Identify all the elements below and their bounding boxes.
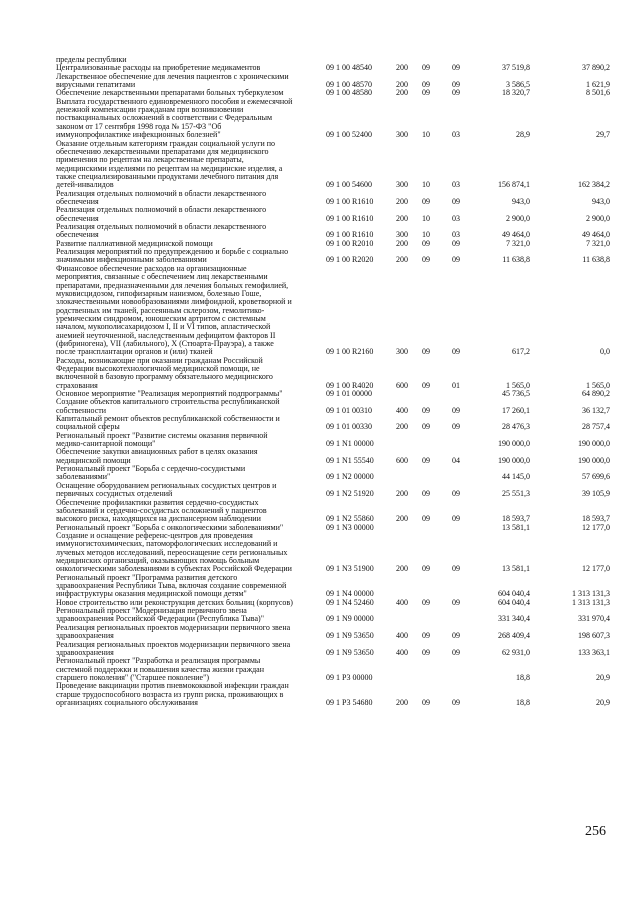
row-description	[56, 357, 318, 390]
description-line: Региональный проект "Модернизация первичного звена	[56, 606, 247, 616]
expense-type: 300	[396, 180, 408, 190]
subsection-code: 04	[452, 455, 460, 465]
subsection-code: 09	[452, 196, 460, 206]
amount-year-2: 37 890,2	[582, 63, 610, 73]
description-line: высокого риска, находящихся на диспансерном наблюдении	[56, 514, 261, 524]
section-code: 09	[422, 422, 430, 432]
target-code: 09 1 N3 00000	[326, 522, 374, 532]
amount-year-1: 7 321,0	[506, 238, 530, 248]
amount-year-2: 162 384,2	[578, 180, 610, 190]
amount-year-2: 11 638,8	[582, 255, 610, 265]
subsection-code: 09	[452, 422, 460, 432]
amount-year-2: 28 757,4	[582, 422, 610, 432]
amount-year-1: 190 000,0	[498, 439, 530, 449]
table-row	[0, 482, 640, 499]
table-row	[0, 206, 640, 223]
target-code: 09 1 N2 55860	[326, 514, 374, 524]
description-line: медицинскими изделиями по рецептам на медицинские изделия, а	[56, 163, 283, 173]
section-code: 09	[422, 455, 430, 465]
description-line: детей-инвалидов	[56, 180, 114, 190]
description-line: Централизованные расходы на приобретение медикаментов	[56, 63, 261, 73]
description-line: Создание и оснащение референс-центров для проведения	[56, 530, 253, 540]
table-row	[0, 574, 640, 599]
subsection-code: 09	[452, 80, 460, 90]
amount-year-2: 943,0	[592, 196, 610, 206]
table-row	[0, 607, 640, 624]
description-line: лучевых методов исследований, переоснащение сети региональных	[56, 547, 288, 557]
row-description	[56, 499, 318, 524]
row-description	[56, 465, 318, 482]
description-line: старшего поколения" ("Старшее поколение")	[56, 672, 210, 682]
row-description	[56, 98, 318, 140]
table-row	[0, 657, 640, 682]
expense-type: 200	[396, 238, 408, 248]
amount-year-1: 1 565,0	[506, 380, 530, 390]
table-row	[0, 465, 640, 482]
description-line: Федерации высокотехнологичной медицинской помощи, не	[56, 363, 260, 373]
amount-year-1: 17 260,1	[502, 405, 530, 415]
description-line: заболеваний и сердечно-сосудистых осложнений у пациентов	[56, 505, 267, 515]
description-line: вирусными гепатитами	[56, 80, 136, 90]
description-line: обеспечения	[56, 213, 99, 223]
row-description	[56, 206, 318, 223]
amount-year-1: 62 931,0	[502, 647, 530, 657]
section-code: 09	[422, 196, 430, 206]
amount-year-2: 29,7	[596, 130, 610, 140]
description-line: собственности	[56, 405, 107, 415]
table-row	[0, 357, 640, 390]
expense-type: 200	[396, 63, 408, 73]
target-code: 09 1 00 R2020	[326, 255, 374, 265]
description-line: здравоохранения Республики Тыва, включая создание современной	[56, 581, 287, 591]
row-description	[56, 682, 318, 707]
description-line: муковисцидозом, гипофизарным нанизмом, болезнью Гоше,	[56, 288, 262, 298]
amount-year-1: 13 581,1	[502, 522, 530, 532]
description-line: Реализация мероприятий по предупреждению и борьбе с социально	[56, 247, 289, 257]
description-line: уремическим синдромом, юношеским артритом с системным	[56, 313, 266, 323]
expense-type: 400	[396, 631, 408, 641]
description-line: Региональный проект "Борьба с онкологическими заболеваниями"	[56, 522, 284, 532]
description-line: заболеваниями"	[56, 472, 111, 482]
target-code: 09 1 00 R1610	[326, 230, 374, 240]
amount-year-2: 198 607,3	[578, 631, 610, 641]
section-code: 10	[422, 130, 430, 140]
row-description	[56, 607, 318, 624]
amount-year-2: 0,0	[600, 347, 610, 357]
amount-year-1: 18 320,7	[502, 88, 530, 98]
target-code: 09 1 00 48570	[326, 80, 372, 90]
amount-year-2: 1 565,0	[586, 380, 610, 390]
section-code: 09	[422, 238, 430, 248]
amount-year-1: 37 519,8	[502, 63, 530, 73]
expense-type: 300	[396, 347, 408, 357]
description-line: Проведение вакцинации против пневмококковой инфекции граждан	[56, 681, 289, 691]
target-code: 09 1 01 00310	[326, 405, 372, 415]
row-description	[56, 574, 318, 599]
target-code: 09 1 N1 55540	[326, 455, 374, 465]
description-line: Реализация отдельных полномочий в области лекарственного	[56, 222, 267, 231]
target-code: 09 1 P3 00000	[326, 672, 373, 682]
subsection-code: 09	[452, 255, 460, 265]
target-code: 09 1 N2 00000	[326, 472, 374, 482]
expense-type: 200	[396, 697, 408, 707]
description-line: после трансплантации органов и (или) тканей	[56, 347, 213, 357]
target-code: 09 1 00 R1610	[326, 213, 374, 223]
row-description	[56, 532, 318, 574]
row-description	[56, 448, 318, 465]
amount-year-2: 20,9	[596, 672, 610, 682]
expense-type: 400	[396, 597, 408, 607]
table-row	[0, 448, 640, 465]
target-code: 09 1 P3 54680	[326, 697, 373, 707]
amount-year-1: 18,8	[516, 697, 530, 707]
amount-year-1: 617,2	[512, 347, 530, 357]
amount-year-2: 8 501,6	[586, 88, 610, 98]
amount-year-2: 2 900,0	[586, 213, 610, 223]
subsection-code: 09	[452, 514, 460, 524]
amount-year-2: 20,9	[596, 697, 610, 707]
description-line: Финансовое обеспечение расходов на организационные	[56, 263, 247, 273]
amount-year-2: 39 105,9	[582, 489, 610, 499]
amount-year-1: 44 145,0	[502, 472, 530, 482]
target-code: 09 1 00 52400	[326, 130, 372, 140]
row-description	[56, 73, 318, 90]
amount-year-2: 190 000,0	[578, 455, 610, 465]
table-row	[0, 265, 640, 357]
table-row	[0, 140, 640, 190]
amount-year-2: 331 970,4	[578, 614, 610, 624]
amount-year-1: 18 593,7	[502, 514, 530, 524]
table-row	[0, 624, 640, 641]
description-line: Капитальный ремонт объектов республиканской собственности и	[56, 414, 280, 424]
table-row	[0, 641, 640, 658]
expense-type: 200	[396, 255, 408, 265]
description-line: первичных сосудистых отделений	[56, 489, 173, 499]
description-line: организациях социального обслуживания	[56, 697, 198, 707]
expense-type: 200	[396, 213, 408, 223]
section-code: 09	[422, 631, 430, 641]
subsection-code: 09	[452, 63, 460, 73]
description-line: законом от 17 сентября 1998 года № 157-ФЗ "Об	[56, 121, 222, 131]
section-code: 09	[422, 255, 430, 265]
section-code: 09	[422, 405, 430, 415]
description-line: Новое строительство или реконструкция детских больниц (корпусов)	[56, 597, 293, 607]
row-description	[56, 265, 318, 357]
description-line: Региональный проект "Борьба с сердечно-сосудистыми	[56, 464, 246, 474]
row-description	[56, 432, 318, 449]
description-line: пределы республики	[56, 55, 127, 64]
target-code: 09 1 00 48540	[326, 63, 372, 73]
amount-year-1: 3 586,5	[506, 80, 530, 90]
description-line: Развитие паллиативной медицинской помощи	[56, 238, 213, 248]
row-description	[56, 248, 318, 265]
row-description	[56, 641, 318, 658]
table-row	[0, 223, 640, 240]
subsection-code: 03	[452, 213, 460, 223]
target-code: 09 1 N4 52460	[326, 597, 374, 607]
subsection-code: 09	[452, 697, 460, 707]
description-line: Региональный проект "Разработка и реализация программы	[56, 656, 261, 666]
description-line: медико-санитарной помощи"	[56, 439, 156, 449]
amount-year-1: 2 900,0	[506, 213, 530, 223]
target-code: 09 1 00 R2010	[326, 238, 374, 248]
description-line: онкологическими заболеваниями в субъектах Российской Федерации	[56, 564, 292, 574]
expense-type: 400	[396, 405, 408, 415]
target-code: 09 1 00 R1610	[326, 196, 374, 206]
subsection-code: 03	[452, 230, 460, 240]
target-code: 09 1 N9 00000	[326, 614, 374, 624]
amount-year-1: 25 551,3	[502, 489, 530, 499]
amount-year-2: 1 313 131,3	[572, 597, 610, 607]
table-row	[0, 532, 640, 574]
target-code: 09 1 00 R4020	[326, 380, 374, 390]
row-description	[56, 398, 318, 415]
amount-year-2: 190 000,0	[578, 439, 610, 449]
expense-type: 300	[396, 230, 408, 240]
description-line: препаратами, предназначенными для лечения больных гемофилией,	[56, 280, 289, 290]
description-line: здравоохранения Российской Федерации (Республика Тыва)"	[56, 614, 264, 624]
description-line: денежной компенсации гражданам при возникновении	[56, 105, 244, 115]
subsection-code: 09	[452, 564, 460, 574]
subsection-code: 09	[452, 489, 460, 499]
table-row	[0, 432, 640, 449]
section-code: 09	[422, 597, 430, 607]
amount-year-2: 1 621,9	[586, 80, 610, 90]
description-line: Оснащение оборудованием региональных сосудистых центров и	[56, 480, 277, 490]
expense-type: 200	[396, 564, 408, 574]
description-line: Реализация отдельных полномочий в области лекарственного	[56, 188, 267, 198]
section-code: 09	[422, 88, 430, 98]
description-line: системной поддержки и повышения качества жизни граждан	[56, 664, 264, 674]
amount-year-1: 28 476,3	[502, 422, 530, 432]
amount-year-1: 268 409,4	[498, 631, 530, 641]
subsection-code: 01	[452, 380, 460, 390]
description-line: Выплата государственного единовременного пособия и ежемесячной	[56, 96, 293, 106]
amount-year-1: 13 581,1	[502, 564, 530, 574]
description-line: Региональный проект "Развитие системы оказания первичной	[56, 430, 268, 440]
amount-year-1: 943,0	[512, 196, 530, 206]
description-line: иммуногистохимических, патоморфологических исследований и	[56, 539, 278, 549]
row-description	[56, 190, 318, 207]
expense-type: 600	[396, 455, 408, 465]
description-line: началом, мукополисахаридозом I, II и VI типов, апластической	[56, 322, 271, 332]
target-code: 09 1 N9 53650	[326, 631, 374, 641]
description-line: обеспечения	[56, 196, 99, 206]
description-line: медицинской помощи	[56, 455, 131, 465]
amount-year-1: 156 874,1	[498, 180, 530, 190]
amount-year-1: 190 000,0	[498, 455, 530, 465]
amount-year-2: 64 890,2	[582, 389, 610, 398]
amount-year-2: 36 132,7	[582, 405, 610, 415]
expense-type: 200	[396, 88, 408, 98]
description-line: страхования	[56, 380, 98, 390]
expense-type: 200	[396, 422, 408, 432]
section-code: 09	[422, 80, 430, 90]
description-line: злокачественными новообразованиями лимфоидной, кроветворной и	[56, 297, 292, 307]
section-code: 10	[422, 213, 430, 223]
amount-year-2: 7 321,0	[586, 238, 610, 248]
section-code: 10	[422, 180, 430, 190]
section-code: 09	[422, 347, 430, 357]
target-code: 09 1 00 54600	[326, 180, 372, 190]
table-row	[0, 98, 640, 140]
description-line: Создание объектов капитального строительства республиканской	[56, 397, 280, 407]
table-row	[0, 248, 640, 265]
description-line: мероприятия, связанные с обеспечением лиц лекарственными	[56, 272, 268, 282]
description-line: обеспечению лекарственными препаратами для медицинского	[56, 146, 269, 156]
target-code: 09 1 01 00000	[326, 389, 372, 398]
target-code: 09 1 N9 53650	[326, 647, 374, 657]
description-line: применения по рецептам на лекарственные препараты,	[56, 155, 244, 165]
section-code: 09	[422, 697, 430, 707]
target-code: 09 1 00 48580	[326, 88, 372, 98]
amount-year-2: 49 464,0	[582, 230, 610, 240]
description-line: Обеспечение лекарственными препаратами больных туберкулезом	[56, 88, 284, 98]
subsection-code: 09	[452, 597, 460, 607]
description-line: поствакцинальных осложнений в соответствии с Федеральным	[56, 113, 273, 123]
section-code: 09	[422, 489, 430, 499]
section-code: 09	[422, 564, 430, 574]
table-row	[0, 415, 640, 432]
description-line: иммунопрофилактике инфекционных болезней"	[56, 130, 221, 140]
description-line: инфраструктуры оказания медицинской помощи детям"	[56, 589, 247, 599]
description-line: Реализация региональных проектов модернизации первичного звена	[56, 639, 291, 649]
target-code: 09 1 N4 00000	[326, 589, 374, 599]
amount-year-1: 331 340,4	[498, 614, 530, 624]
description-line: Оказание отдельным категориям граждан социальной услуги по	[56, 138, 276, 148]
page-number: 256	[585, 824, 606, 839]
amount-year-2: 18 593,7	[582, 514, 610, 524]
subsection-code: 09	[452, 238, 460, 248]
target-code: 09 1 01 00330	[326, 422, 372, 432]
expense-type: 400	[396, 647, 408, 657]
target-code: 09 1 N2 51920	[326, 489, 374, 499]
row-description	[56, 482, 318, 499]
table-row	[0, 682, 640, 707]
amount-year-2: 133 363,1	[578, 647, 610, 657]
row-description	[56, 624, 318, 641]
description-line: здравоохранения	[56, 631, 114, 641]
expense-type: 200	[396, 196, 408, 206]
table-row	[0, 73, 640, 90]
amount-year-1: 18,8	[516, 672, 530, 682]
amount-year-2: 12 177,0	[582, 522, 610, 532]
target-code: 09 1 N1 00000	[326, 439, 374, 449]
description-line: значимыми инфекционными заболеваниями	[56, 255, 207, 265]
description-line: Реализация региональных проектов модернизации первичного звена	[56, 622, 291, 632]
subsection-code: 09	[452, 631, 460, 641]
subsection-code: 09	[452, 405, 460, 415]
description-line: Расходы, возникающие при оказании гражданам Российской	[56, 355, 263, 365]
section-code: 09	[422, 647, 430, 657]
expense-type: 200	[396, 80, 408, 90]
row-description	[56, 415, 318, 432]
amount-year-1: 28,9	[516, 130, 530, 140]
description-line: здравоохранения	[56, 647, 114, 657]
row-description	[56, 223, 318, 240]
amount-year-1: 11 638,8	[502, 255, 530, 265]
section-code: 09	[422, 514, 430, 524]
amount-year-1: 45 736,5	[502, 389, 530, 398]
row-description	[56, 140, 318, 190]
description-line: старше трудоспособного возраста из групп риска, проживающих в	[56, 689, 284, 699]
amount-year-2: 12 177,0	[582, 564, 610, 574]
amount-year-1: 49 464,0	[502, 230, 530, 240]
description-line: также специализированными продуктами лечебного питания для	[56, 171, 279, 181]
description-line: медицинских организаций, оказывающих помощь больным	[56, 556, 260, 565]
row-description	[56, 657, 318, 682]
expense-type: 200	[396, 489, 408, 499]
description-line: обеспечения	[56, 230, 99, 240]
amount-year-1: 604 040,4	[498, 597, 530, 607]
description-line: Региональный проект "Программа развития детского	[56, 572, 238, 582]
target-code: 09 1 00 R2160	[326, 347, 374, 357]
table-row	[0, 499, 640, 524]
expense-type: 300	[396, 130, 408, 140]
description-line: анемией неуточненной, наследственным дефицитом факторов II	[56, 330, 276, 340]
description-line: Обеспечение профилактики развития сердечно-сосудистых	[56, 497, 259, 507]
description-line: родственных им тканей, рассеянным склерозом, гемолитико-	[56, 305, 265, 315]
section-code: 10	[422, 230, 430, 240]
subsection-code: 09	[452, 88, 460, 98]
description-line: (фибриногена), VII (лабильного), X (Стюарта-Прауэра), а также	[56, 338, 274, 348]
description-line: включенной в базовую программу обязательного медицинского	[56, 372, 273, 382]
subsection-code: 09	[452, 647, 460, 657]
description-line: Лекарственное обеспечение для лечения пациентов с хроническими	[56, 71, 289, 81]
section-code: 09	[422, 63, 430, 73]
description-line: Обеспечение закупки авиационных работ в целях оказания	[56, 447, 258, 457]
description-line: Реализация отдельных полномочий в области лекарственного	[56, 205, 267, 215]
table-row	[0, 398, 640, 415]
amount-year-1: 604 040,4	[498, 589, 530, 599]
table-row	[0, 190, 640, 207]
expense-type: 600	[396, 380, 408, 390]
subsection-code: 03	[452, 130, 460, 140]
subsection-code: 03	[452, 180, 460, 190]
section-code: 09	[422, 380, 430, 390]
expense-type: 200	[396, 514, 408, 524]
amount-year-2: 1 313 131,3	[572, 589, 610, 599]
description-line: Основное мероприятие "Реализация мероприятий подпрограммы"	[56, 389, 283, 398]
amount-year-2: 57 699,6	[582, 472, 610, 482]
target-code: 09 1 N3 51900	[326, 564, 374, 574]
subsection-code: 09	[452, 347, 460, 357]
description-line: социальной сферы	[56, 422, 120, 432]
